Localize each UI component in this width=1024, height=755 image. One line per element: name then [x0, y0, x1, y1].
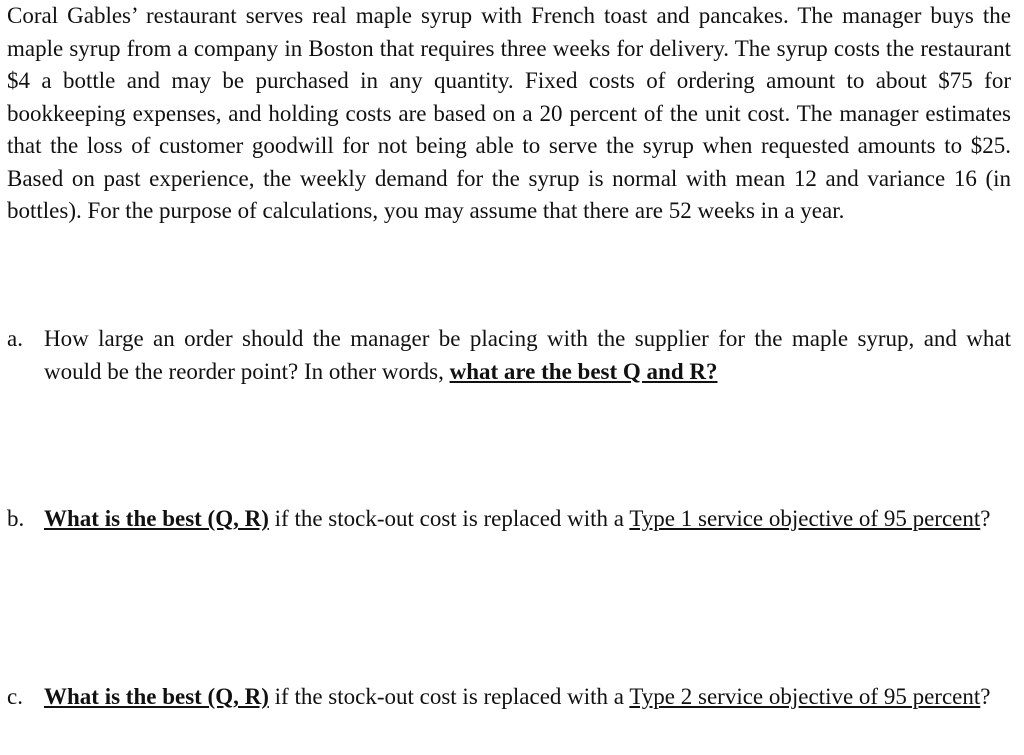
question-a-text: How large an order should the manager be placing with the supplier for the maple syrup, and what would be the reorder point? In other words, [44, 326, 1011, 384]
question-a [7, 323, 1011, 388]
question-c-emphasis: What is the best (Q, R) [44, 684, 269, 709]
question-a-emphasis: what are the best Q and R? [449, 358, 718, 384]
question-b [7, 503, 1011, 536]
question-c-body [44, 681, 1011, 714]
question-b-end: ? [980, 506, 991, 531]
problem-statement: Coral Gables’ restaurant serves real maple syrup with French toast and pancakes. The manager buys the maple syrup from a company in Boston that requires three weeks for delivery. The syrup costs the restaurant $4 a bottle and may be purchased in any quantity. Fixed costs of ordering amount to about $75 for bookkeeping expenses, and holding costs are based on a 20 percent of the unit cost. The manager estimates that the loss of customer goodwill for not being able to serve the syrup when requested amounts to $25. Based on past experience, the weekly demand for the syrup is normal with mean 12 and variance 16 (in bottles). For the purpose of calculations, you may assume that there are 52 weeks in a year. [7, 3, 1011, 223]
question-a-body [44, 323, 1011, 388]
question-c-end: ? [980, 684, 991, 709]
question-b-emphasis: What is the best (Q, R) [44, 506, 269, 531]
question-b-objective: Type 1 service objective of 95 percent [629, 506, 981, 531]
question-b-text: if the stock-out cost is replaced with a [268, 506, 630, 531]
question-b-marker: b. [7, 506, 25, 531]
question-b-body [44, 503, 1011, 536]
question-c [7, 681, 1011, 714]
question-c-marker: c. [7, 684, 23, 709]
question-a-marker: a. [7, 326, 23, 351]
question-c-objective: Type 2 service objective of 95 percent [629, 684, 981, 709]
question-c-text: if the stock-out cost is replaced with a [268, 684, 630, 709]
